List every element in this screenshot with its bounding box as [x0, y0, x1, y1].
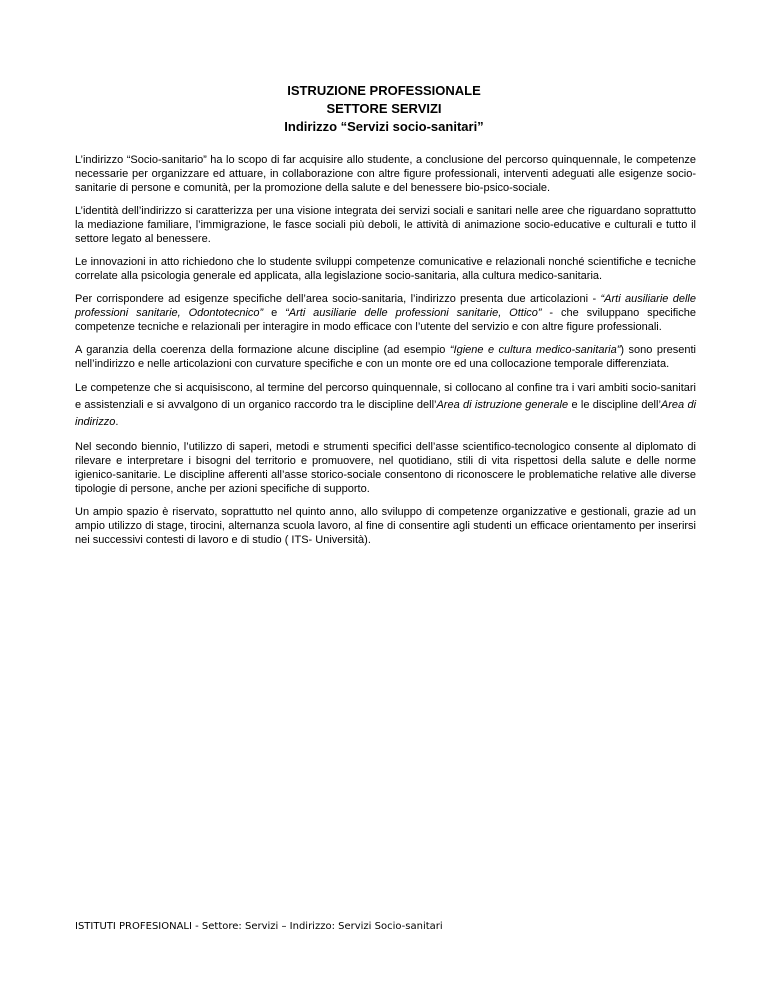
- paragraph-4: [75, 292, 696, 334]
- paragraph-5-italic-igiene: “Igiene e cultura medico-sanitaria”: [449, 344, 621, 356]
- paragraph-6: [75, 380, 696, 431]
- paragraph-1: L’indirizzo “Socio-sanitario” ha lo scopo di far acquisire allo studente, a conclusione del percorso quinquennale, le competenze necessarie per organizzare ed attuare, in collaborazione con altre figure professionali, interventi adeguati alle esigenze socio-sanitarie di persone e comunità, per la promozione della salute e del benessere bio-psico-sociale.: [75, 154, 696, 194]
- paragraph-4-text-e: - che sviluppano specifiche competenze tecniche e relazionali per interagire in modo efficace con l’utente del servizio e con altre figure professionali.: [75, 307, 696, 333]
- paragraph-8: Un ampio spazio è riservato, soprattutto nel quinto anno, allo sviluppo di competenze organizzative e gestionali, grazie ad un ampio utilizzo di stage, tirocini, alternanza scuola lavoro, al fine di consentire agli studenti un efficace orientamento per inserirsi nei successivi contesti di lavoro e di studio ( ITS- Università).: [75, 506, 696, 546]
- paragraph-3: Le innovazioni in atto richiedono che lo studente sviluppi competenze comunicative e relazionali nonché scientifiche e tecniche correlate alla psicologia generale ed applicata, alla legislazione socio-sanitaria, alla cultura medico-sanitaria.: [75, 256, 696, 282]
- paragraph-6-text-c: e le discipline dell’: [568, 399, 661, 411]
- document-body: [75, 153, 696, 556]
- paragraph-6-text-a: Le competenze che si acquisiscono, al termine del percorso quinquennale, si collocano al confine tra i vari ambiti socio-sanitari e assistenziali e si avvalgono di un organico raccordo tra le discipline dell’: [75, 382, 696, 411]
- paragraph-4-italic-ottico: “Arti ausiliarie delle professioni sanitarie, Ottico”: [285, 307, 542, 319]
- header-title: ISTRUZIONE PROFESSIONALE: [287, 83, 481, 98]
- paragraph-4-text-a: Per corrispondere ad esigenze specifiche dell’area socio-sanitaria, l’indirizzo presenta due articolazioni -: [75, 293, 601, 305]
- header-address: Indirizzo “Servizi socio-sanitari”: [284, 119, 484, 134]
- paragraph-6-italic-area-generale: Area di istruzione generale: [436, 399, 569, 411]
- paragraph-4-italic-odontotecnico: “Arti ausiliarie delle professioni sanitarie, Odontotecnico”: [75, 293, 696, 319]
- paragraph-4-text-c: e: [263, 307, 286, 319]
- paragraph-7: Nel secondo biennio, l’utilizzo di saperi, metodi e strumenti specifici dell’asse scientifico-tecnologico consente al diplomato di rilevare e interpretare i bisogni del territorio e promuovere, nel quotidiano, stili di vita rispettosi della salute e delle norme igienico-sanitarie. Le discipline afferenti all’asse storico-sociale consentono di riconoscere le problematiche relative alle diverse tipologie di persone, anche per azioni specifiche di supporto.: [75, 441, 696, 495]
- paragraph-5-text-a: A garanzia della coerenza della formazione alcune discipline (ad esempio: [75, 344, 450, 356]
- paragraph-5: [75, 343, 696, 371]
- paragraph-6-italic-area-indirizzo: Area di indirizzo: [75, 399, 697, 428]
- paragraph-6-text-e: .: [115, 416, 119, 428]
- paragraph-2: L’identità dell’indirizzo si caratterizza per una visione integrata dei servizi sociali e sanitari nelle aree che riguardano soprattutto la mediazione familiare, l’immigrazione, le fasce sociali più deboli, le attività di animazione socio-educative e culturali e tutto il settore legato al benessere.: [75, 205, 696, 245]
- header-sector: SETTORE SERVIZI: [326, 101, 442, 116]
- document-header: [0, 82, 768, 136]
- paragraph-5-text-c: ) sono presenti nell’indirizzo e nelle articolazioni con curvature specifiche e con un monte ore ed una collocazione temporale differenziata.: [75, 344, 696, 370]
- page-footer: ISTITUTI PROFESIONALI - Settore: Servizi – Indirizzo: Servizi Socio-sanitari: [75, 921, 443, 932]
